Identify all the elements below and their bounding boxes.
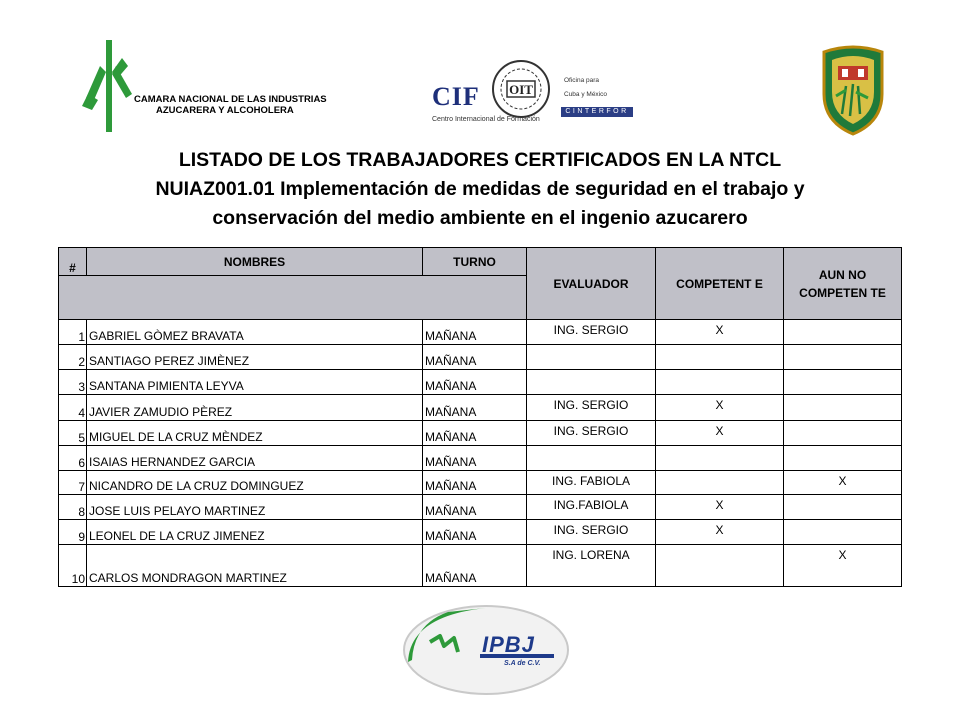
row-number: 6 <box>59 446 87 471</box>
row-aun-no-competente <box>784 370 902 395</box>
row-nombre: ISAIAS HERNANDEZ GARCIA <box>87 446 423 471</box>
title-line-1: LISTADO DE LOS TRABAJADORES CERTIFICADOS EN LA NTCL <box>178 149 782 171</box>
table-row <box>59 345 902 370</box>
row-aun-no-competente <box>784 495 902 520</box>
header-competente: COMPETENT E <box>656 248 784 320</box>
office-text <box>564 74 607 102</box>
row-competente <box>656 370 784 395</box>
row-aun-no-competente <box>784 446 902 471</box>
page-title <box>40 146 920 233</box>
row-number: 4 <box>59 395 87 421</box>
table-row <box>59 395 902 421</box>
oit-emblem-text: OIT <box>509 82 533 97</box>
cnia-logo <box>78 36 328 136</box>
row-turno: MAÑANA <box>423 446 527 471</box>
row-competente <box>656 446 784 471</box>
row-evaluador: ING. LORENA <box>527 545 656 587</box>
row-turno: MAÑANA <box>423 421 527 446</box>
row-evaluador <box>527 446 656 471</box>
row-evaluador: ING. SERGIO <box>527 421 656 446</box>
cnia-line-1: CAMARA NACIONAL DE LAS INDUSTRIAS <box>134 94 327 105</box>
row-number: 3 <box>59 370 87 395</box>
table-row <box>59 370 902 395</box>
row-evaluador: ING.FABIOLA <box>527 495 656 520</box>
row-nombre: JAVIER ZAMUDIO PÈREZ <box>87 395 423 421</box>
row-number: 1 <box>59 320 87 345</box>
row-turno: MAÑANA <box>423 520 527 545</box>
row-competente: X <box>656 320 784 345</box>
cif-subtitle: Centro Internacional de Formación <box>432 116 540 123</box>
row-aun-no-competente <box>784 320 902 345</box>
cinterfor-label: CINTERFOR <box>561 107 633 117</box>
crest-shield-icon <box>820 44 886 136</box>
title-line-2: NUIAZ001.01 Implementación de medidas de seguridad en el trabajo y <box>155 178 805 200</box>
sugarcane-icon <box>78 36 138 136</box>
header-aun-no-competente: AUN NO COMPETEN TE <box>784 248 902 320</box>
header-num: # <box>59 248 87 276</box>
table-row <box>59 471 902 495</box>
row-aun-no-competente: X <box>784 545 902 587</box>
row-competente <box>656 545 784 587</box>
cif-oit-logo <box>428 58 638 138</box>
row-number: 10 <box>59 545 87 587</box>
row-turno: MAÑANA <box>423 320 527 345</box>
row-aun-no-competente: X <box>784 471 902 495</box>
header-nombres: NOMBRES <box>87 248 423 276</box>
row-nombre: LEONEL DE LA CRUZ JIMENEZ <box>87 520 423 545</box>
cnia-name <box>134 94 334 116</box>
row-nombre: NICANDRO DE LA CRUZ DOMINGUEZ <box>87 471 423 495</box>
ipbj-sa: S.A de C.V. <box>504 660 541 667</box>
row-evaluador: ING. SERGIO <box>527 520 656 545</box>
oit-emblem-icon <box>490 58 552 120</box>
row-number: 7 <box>59 471 87 495</box>
crest-logo <box>820 44 886 136</box>
row-turno: MAÑANA <box>423 395 527 421</box>
row-turno: MAÑANA <box>423 471 527 495</box>
row-number: 5 <box>59 421 87 446</box>
row-nombre: GABRIEL GÒMEZ BRAVATA <box>87 320 423 345</box>
row-competente: X <box>656 520 784 545</box>
table-row <box>59 495 902 520</box>
row-turno: MAÑANA <box>423 495 527 520</box>
row-number: 8 <box>59 495 87 520</box>
row-competente <box>656 471 784 495</box>
row-nombre: JOSE LUIS PELAYO MARTINEZ <box>87 495 423 520</box>
row-aun-no-competente <box>784 395 902 421</box>
ipbj-brand: IPBJ <box>482 632 535 657</box>
row-competente: X <box>656 421 784 446</box>
row-competente: X <box>656 395 784 421</box>
row-evaluador <box>527 370 656 395</box>
row-evaluador <box>527 345 656 370</box>
row-nombre: SANTIAGO PEREZ JIMÈNEZ <box>87 345 423 370</box>
header-evaluador: EVALUADOR <box>527 248 656 320</box>
row-nombre: MIGUEL DE LA CRUZ MÈNDEZ <box>87 421 423 446</box>
cnia-line-2: AZUCARERA Y ALCOHOLERA <box>156 105 294 116</box>
row-competente: X <box>656 495 784 520</box>
table-row <box>59 421 902 446</box>
row-number: 2 <box>59 345 87 370</box>
row-aun-no-competente <box>784 421 902 446</box>
header-turno: TURNO <box>423 248 527 276</box>
cif-wordmark: CIF <box>432 82 480 111</box>
table-row <box>59 545 902 587</box>
workers-table <box>58 247 902 587</box>
row-competente <box>656 345 784 370</box>
office-line-2: Cuba y México <box>564 91 607 98</box>
row-number: 9 <box>59 520 87 545</box>
table-row <box>59 446 902 471</box>
table-row <box>59 520 902 545</box>
row-turno: MAÑANA <box>423 370 527 395</box>
row-nombre: SANTANA PIMIENTA LEYVA <box>87 370 423 395</box>
row-evaluador: ING. SERGIO <box>527 320 656 345</box>
title-line-3: conservación del medio ambiente en el ingenio azucarero <box>212 207 748 229</box>
row-nombre: CARLOS MONDRAGON MARTINEZ <box>87 545 423 587</box>
row-aun-no-competente <box>784 520 902 545</box>
office-line-1: Oficina para <box>564 77 600 84</box>
row-evaluador: ING. SERGIO <box>527 395 656 421</box>
row-turno: MAÑANA <box>423 545 527 587</box>
header-blank <box>59 276 527 320</box>
ipbj-logo <box>400 602 572 698</box>
table-row <box>59 320 902 345</box>
row-evaluador: ING. FABIOLA <box>527 471 656 495</box>
row-turno: MAÑANA <box>423 345 527 370</box>
row-aun-no-competente <box>784 345 902 370</box>
